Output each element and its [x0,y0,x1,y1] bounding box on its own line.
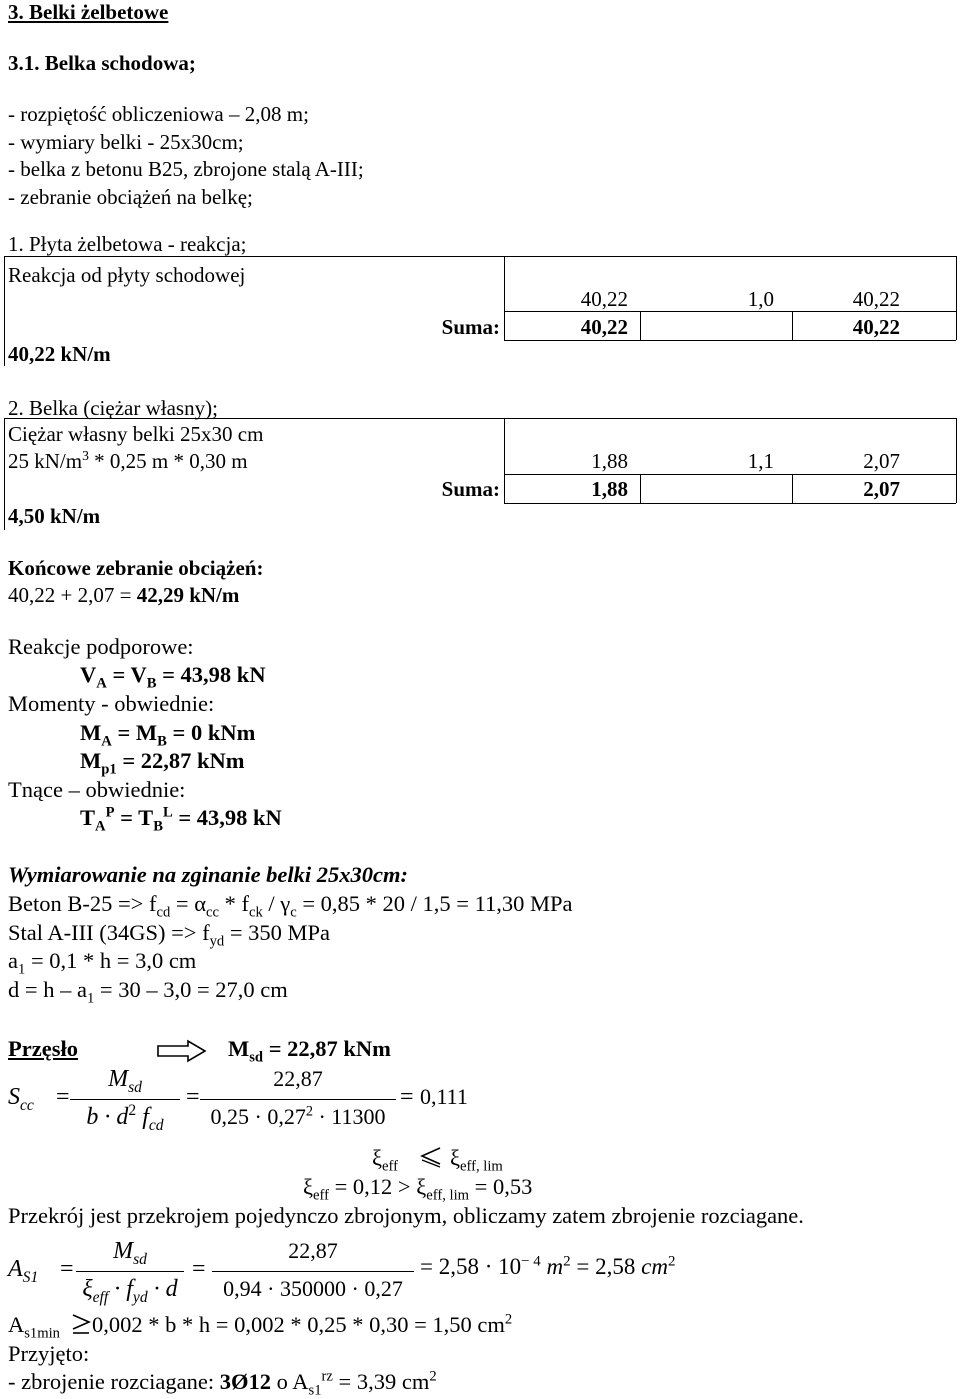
load1-desc: Reakcja od płyty schodowej [8,263,246,287]
moments-title: Momenty - obwiednie: [8,691,215,716]
as1-eq2: = [192,1256,206,1282]
load2-factor: 1,1 [747,449,774,473]
d-line: $d = h - a_1 = 30 - 3,0 = 27,0$ cm [8,977,288,1007]
dimensioning-title: Wymiarowanie na zginanie belki 25x30cm: [8,862,409,887]
load2-sum-char: 1,88 [591,477,628,501]
shear-value: $T_A^P = T_B^L = 43,98$ kN [80,804,282,835]
shear-title: Tnące – obwiednie: [8,777,186,802]
load1-total: 40,22 kN/m [8,342,111,366]
load1-sum-label: Suma: [441,315,500,339]
moment-supports: $M_A = M_B = 0$ kNm [80,720,256,750]
load2-value: 1,88 [591,449,628,473]
scc-fraction-symbolic: $M_{sd}$ $b \cdot d^2$ $f_{cd}$ [70,1066,180,1136]
scc-eq3: = [400,1084,414,1110]
intro-item: - belka z betonu B25, zbrojone stalą A-III; [8,157,364,181]
load1-title: 1. Płyta żelbetowa - reakcja; [8,232,247,256]
scc-fraction-numeric: 22,87 $0,25 \cdot 0,27^2 \cdot 11300$ [200,1066,396,1136]
as1-result: = $2,58 \cdot 10^{- 4}$ $m^2 = 2,58$ $cm^2$ [420,1253,676,1279]
load1-factor: 1,0 [747,287,774,311]
steel-line: Stal A-III $(34GS) => f_{yd} = 350$ MPa [8,920,331,950]
moment-span: $M_{p1} = 22,87$ kNm [80,748,245,778]
load2-sum-label: Suma: [441,477,500,501]
load2-title: 2. Belka (ciężar własny); [8,396,218,420]
greater-or-equal-icon [70,1313,92,1335]
final-load-expr: 40,22 + 2,07 = 42,29 kN/m [8,583,240,607]
scc-eq2: = [186,1084,200,1110]
load2-table [4,418,956,530]
scc-symbol: $S_{cc}$ [8,1084,34,1114]
as1-fraction-symbolic: $M_{sd}$ $\xi_{eff} \cdot f_{yd} \cdot d$ [76,1238,184,1308]
load2-calc: 25 $kN/m^3 * 0,25$ m * 0,30 m [8,448,248,473]
msd-value: $M_{sd} = 22,87$ kNm [228,1036,391,1066]
load1-sum-design: 40,22 [852,315,900,339]
accepted-label: Przyjęto: [8,1341,90,1366]
scc-eq1: = [56,1084,70,1110]
xi-limit: $\xi_{eff, lim}$ [450,1145,503,1175]
as1-symbol: $A_{S1}$ [8,1256,39,1286]
xi-values: $\xi_{eff} = 0,12 > \xi_{eff, lim} = 0,53$ [303,1174,533,1204]
concrete-line: Beton $B-25 => f_{cd} = \alpha_{cc} * f_{ck} / \gamma_c = 0,85 * 20 / 1,5 = 11,30$ MPa [8,891,573,921]
as1min-value: 0,002 * b * h = 0,002 * 0,25 * 0,30 = 1,50 $cm^2$ [92,1311,513,1337]
intro-item: - rozpiętość obliczeniowa – 2,08 m; [8,102,309,126]
section-title: 3. Belki żelbetowe [8,0,169,24]
load2-sum-design: 2,07 [863,477,900,501]
as1-eq1: = [60,1256,74,1282]
less-or-equal-icon [418,1146,444,1168]
as1min-symbol: $A_{s1min}$ [8,1312,60,1342]
subsection-title: 3.1. Belka schodowa; [8,51,196,75]
load1-table [4,256,956,366]
load2-total: 4,50 kN/m [8,504,101,528]
load2-desc: Ciężar własny belki 25x30 cm [8,422,264,446]
final-load-title: Końcowe zebranie obciążeń: [8,556,264,580]
a1-line: $a_1 = 0,1 * h = 3,0$ cm [8,948,197,978]
reactions-value: $V_A = V_B = 43,98$ kN [80,662,266,692]
rebar-line: - zbrojenie rozciagane: 3Ø12 o $A_{s1}^{rz} = 3,39$ $cm^2$ [8,1368,437,1399]
xi-compare: $\xi_{eff}$ [372,1145,398,1175]
intro-item: - zebranie obciążeń na belkę; [8,185,253,209]
intro-item: - wymiary belki - 25x30cm; [8,130,244,154]
implies-arrow-icon [156,1039,208,1063]
scc-result: 0,111 [420,1084,468,1109]
as1-fraction-numeric: 22,87 0,94 · 350000 · 0,27 [212,1238,414,1308]
load2-design-value: 2,07 [863,449,900,473]
load1-value: 40,22 [580,287,628,311]
reactions-title: Reakcje podporowe: [8,634,194,659]
span-label: Przęsło [8,1036,78,1061]
section-note: Przekrój jest przekrojem pojedynczo zbrojonym, obliczamy zatem zbrojenie rozciagane. [8,1203,804,1228]
load1-sum-char: 40,22 [580,315,628,339]
load1-design-value: 40,22 [852,287,900,311]
